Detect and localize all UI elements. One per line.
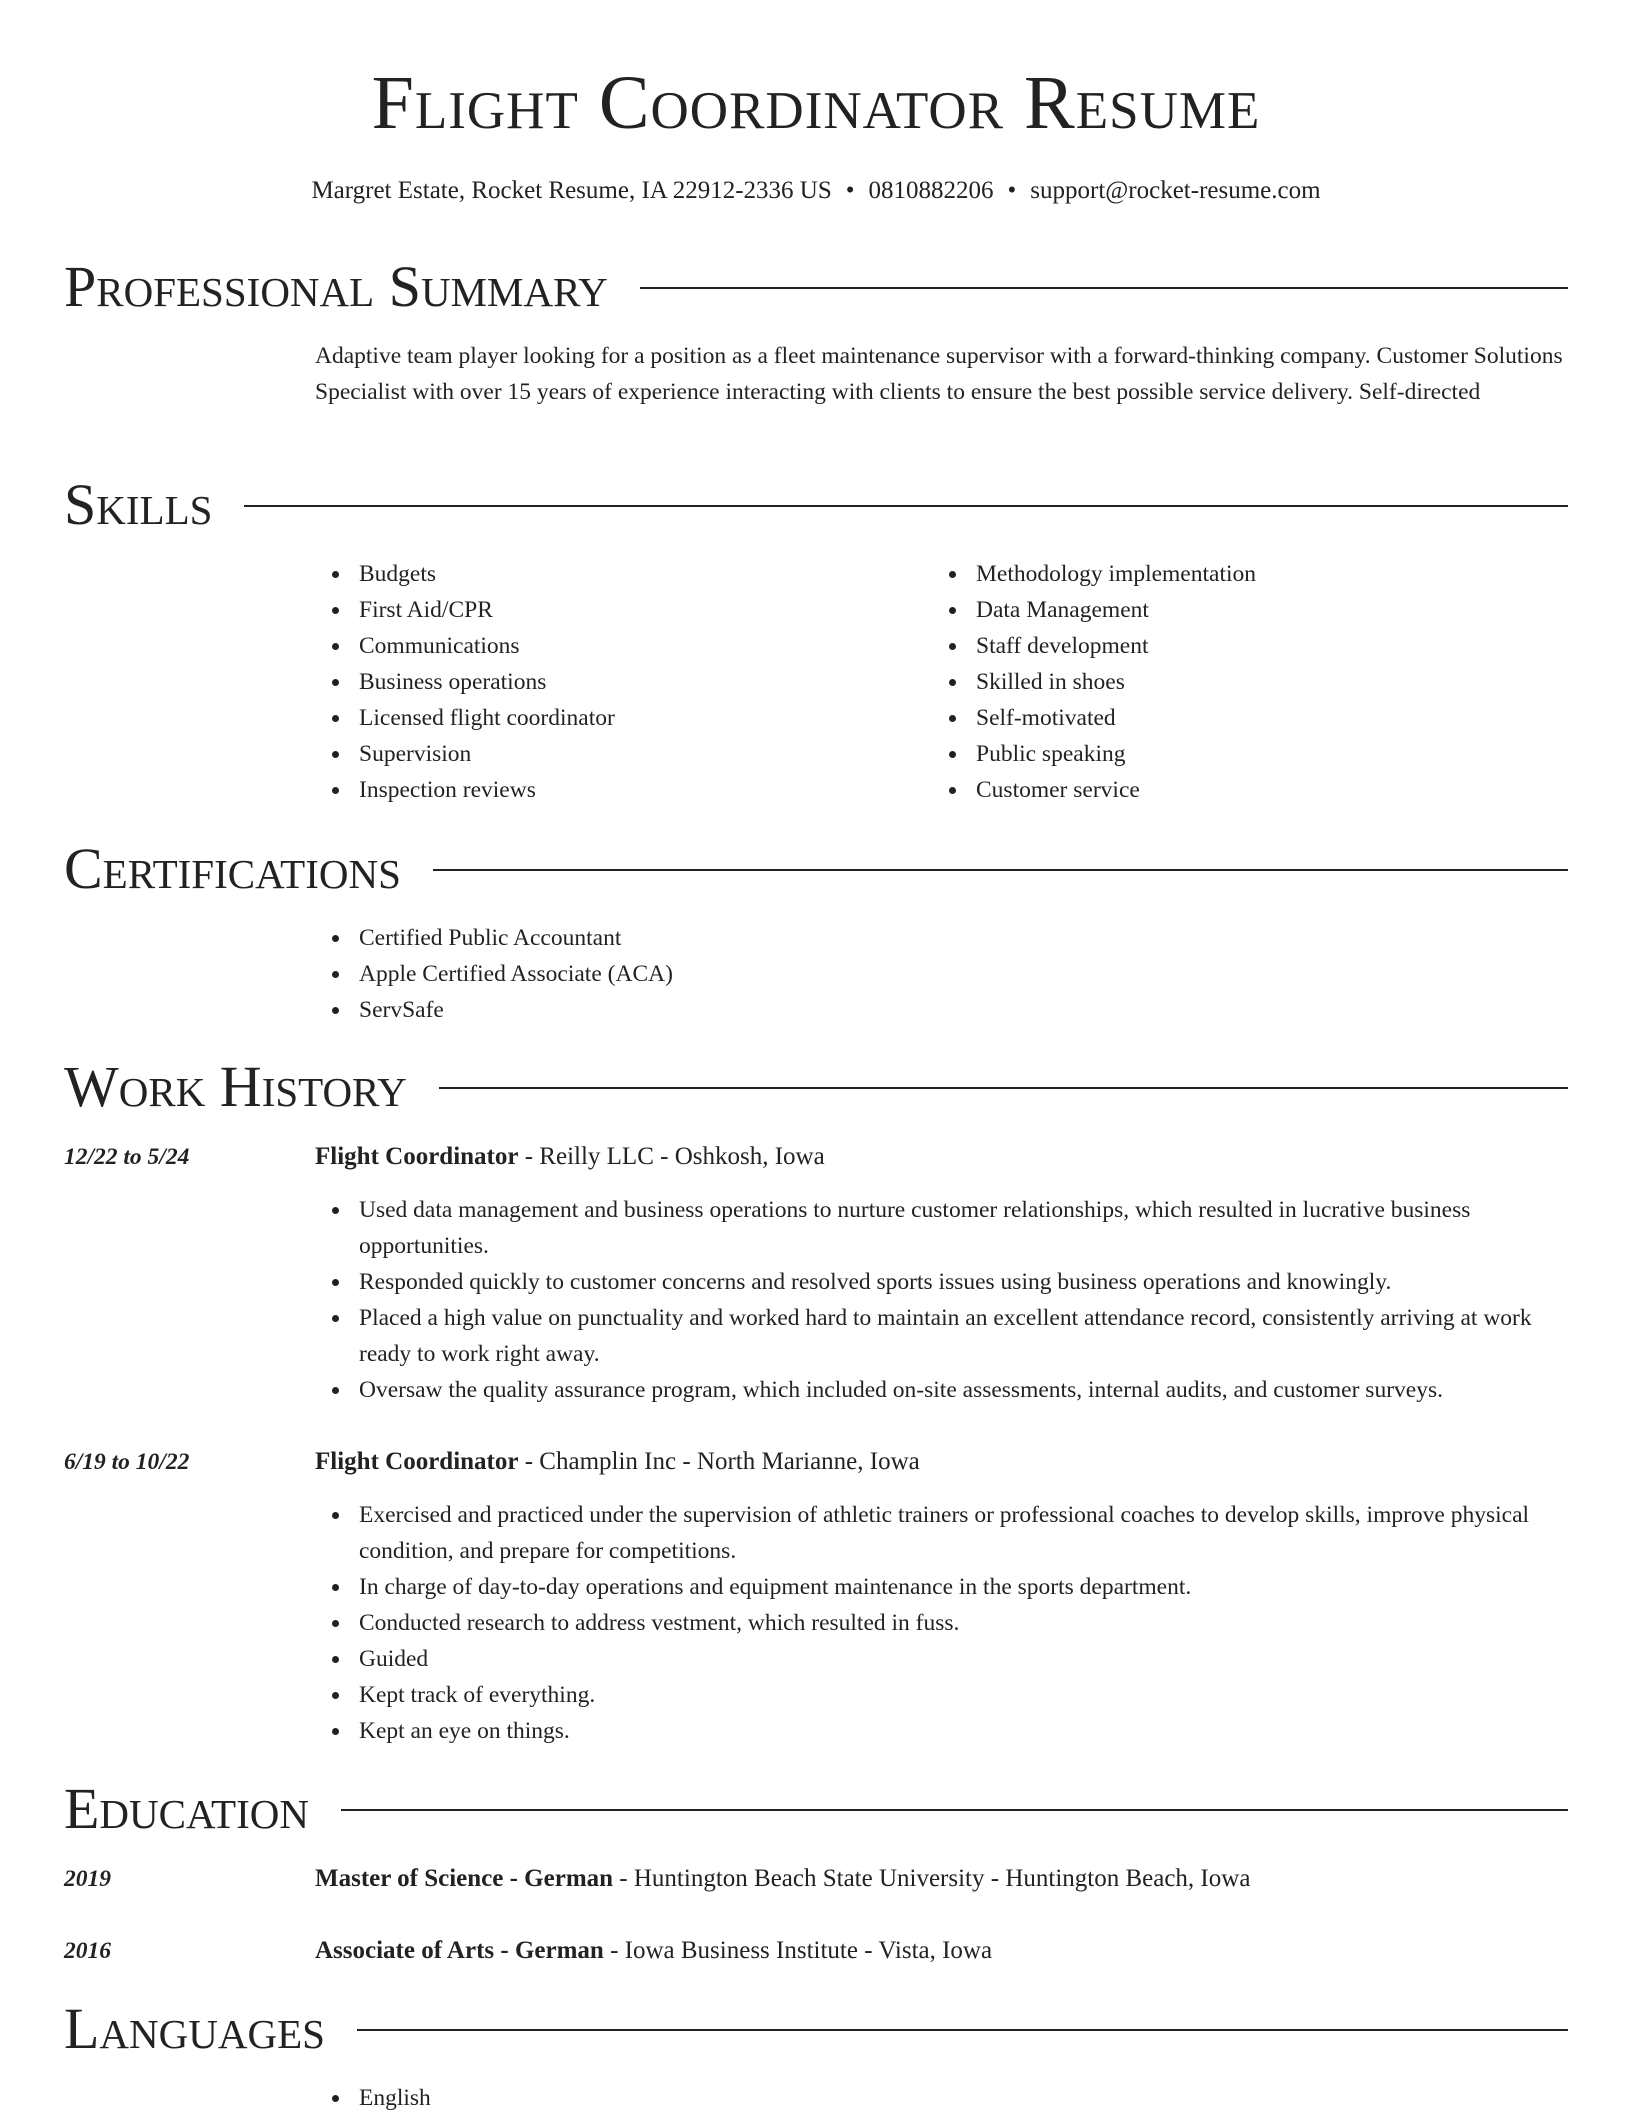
section-header	[64, 255, 1568, 319]
skills-column-left	[315, 556, 915, 808]
section-title-languages: Languages	[64, 1996, 325, 2061]
certifications-section	[64, 837, 1568, 901]
education-school: - Iowa Business Institute - Vista, Iowa	[603, 1937, 993, 1964]
skill-item: Business operations	[315, 664, 915, 700]
job-employer: - Champlin Inc - North Marianne, Iowa	[518, 1448, 920, 1475]
education-degree: Associate of Arts - German	[315, 1937, 604, 1964]
section-header	[64, 1055, 1568, 1119]
job-bullets	[315, 1497, 1568, 1749]
bullet-separator: •	[1007, 177, 1017, 204]
section-header	[64, 473, 1568, 537]
skill-item: Budgets	[315, 556, 915, 592]
contact-address: Margret Estate, Rocket Resume, IA 22912-2336 US	[311, 177, 832, 204]
contact-email: support@rocket-resume.com	[1030, 177, 1321, 204]
section-divider	[244, 505, 1568, 507]
certifications-list	[315, 920, 1568, 1028]
section-header	[64, 1777, 1568, 1841]
job-bullet: Placed a high value on punctuality and worked hard to maintain an excellent attendance record, consistently arriving at work ready to work right away.	[315, 1300, 1568, 1372]
job-bullet: Responded quickly to customer concerns and resolved sports issues using business operations and knowingly.	[315, 1264, 1568, 1300]
job-bullet: Guided	[315, 1641, 1568, 1677]
education-degree: Master of Science - German	[315, 1865, 614, 1892]
section-divider	[341, 1809, 1568, 1811]
job-bullet: Conducted research to address vestment, which resulted in fuss.	[315, 1605, 1568, 1641]
education-entry	[315, 1933, 1568, 1969]
job-bullet: Used data management and business operations to nurture customer relationships, which resulted in lucrative business opportunities.	[315, 1192, 1568, 1264]
skill-item: Staff development	[932, 628, 1532, 664]
skill-item: Self-motivated	[932, 700, 1532, 736]
skill-item: Skilled in shoes	[932, 664, 1532, 700]
section-title-skills: Skills	[64, 472, 213, 537]
job-bullet: Kept an eye on things.	[315, 1713, 1568, 1749]
certification-item: ServSafe	[315, 992, 1568, 1028]
section-divider	[439, 1087, 1568, 1089]
skill-item: Communications	[315, 628, 915, 664]
skills-column-right	[932, 556, 1532, 808]
resume-title: Flight Coordinator Resume	[371, 61, 1261, 145]
skill-item: Data Management	[932, 592, 1532, 628]
skills-section	[64, 473, 1568, 537]
skill-item: Public speaking	[932, 736, 1532, 772]
job-dates: 6/19 to 10/22	[64, 1449, 190, 1475]
work-history-section	[64, 1055, 1568, 1119]
summary-section	[64, 255, 1568, 319]
section-title-work-history: Work History	[64, 1054, 407, 1119]
skill-item: Customer service	[932, 772, 1532, 808]
section-divider	[640, 287, 1568, 289]
job-title: Flight Coordinator	[315, 1143, 519, 1170]
contact-phone: 0810882206	[868, 177, 994, 204]
contact-line	[64, 174, 1568, 208]
job-title: Flight Coordinator	[315, 1448, 519, 1475]
job-bullet: Exercised and practiced under the supervision of athletic trainers or professional coaches to develop skills, improve physical condition, and prepare for competitions.	[315, 1497, 1568, 1569]
bullet-separator: •	[845, 177, 855, 204]
section-header	[64, 837, 1568, 901]
section-title-summary: Professional Summary	[64, 254, 608, 319]
education-year: 2016	[64, 1938, 111, 1964]
skill-item: Inspection reviews	[315, 772, 915, 808]
skill-item: First Aid/CPR	[315, 592, 915, 628]
job-bullets	[315, 1192, 1568, 1408]
section-divider	[357, 2029, 1568, 2031]
job-dates: 12/22 to 5/24	[64, 1144, 190, 1170]
section-divider	[433, 869, 1568, 871]
education-entry	[315, 1861, 1568, 1897]
section-header	[64, 1997, 1568, 2061]
section-title-education: Education	[64, 1776, 309, 1841]
languages-list	[315, 2080, 1568, 2116]
job-header	[315, 1444, 1568, 1480]
job-header	[315, 1139, 1568, 1175]
summary-text: Adaptive team player looking for a position as a fleet maintenance supervisor with a forward-thinking company. Customer Solutions Specialist with over 15 years of experience interacting with clients to ensure the best possible service delivery. Self-directed	[315, 343, 1563, 405]
certification-item: Certified Public Accountant	[315, 920, 1568, 956]
skill-item: Methodology implementation	[932, 556, 1532, 592]
job-bullet: Oversaw the quality assurance program, which included on-site assessments, internal audits, and customer surveys.	[315, 1372, 1568, 1408]
education-section	[64, 1777, 1568, 1841]
skill-item: Supervision	[315, 736, 915, 772]
job-employer: - Reilly LLC - Oshkosh, Iowa	[518, 1143, 825, 1170]
education-year: 2019	[64, 1866, 111, 1892]
language-item: English	[315, 2080, 1568, 2116]
job-bullet: Kept track of everything.	[315, 1677, 1568, 1713]
certification-item: Apple Certified Associate (ACA)	[315, 956, 1568, 992]
languages-section	[64, 1997, 1568, 2061]
job-bullet: In charge of day-to-day operations and equipment maintenance in the sports department.	[315, 1569, 1568, 1605]
section-title-certifications: Certifications	[64, 836, 401, 901]
education-school: - Huntington Beach State University - Huntington Beach, Iowa	[613, 1865, 1251, 1892]
skill-item: Licensed flight coordinator	[315, 700, 915, 736]
